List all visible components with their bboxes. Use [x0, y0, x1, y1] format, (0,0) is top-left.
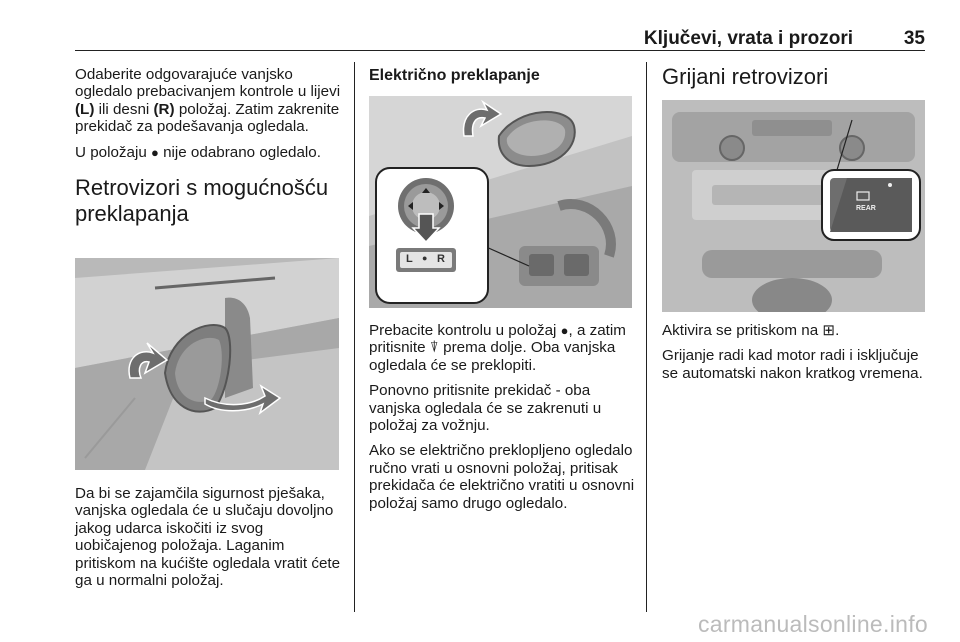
paragraph-fold-instruction — [369, 322, 639, 374]
heading-electric-folding: Električno preklapanje — [369, 67, 540, 84]
heading-folding-mirrors: Retrovizori s mogućnošću preklapanja — [75, 175, 329, 227]
text: ili desni — [94, 100, 154, 118]
text: nije odabrano ogledalo. — [158, 143, 321, 161]
text: prema dolje. Oba vanjska ogledala će se preklopiti. — [369, 339, 616, 374]
figure-electric-folding — [369, 96, 632, 308]
dot-symbol-icon: ● — [560, 323, 569, 338]
column-2-text — [369, 322, 639, 520]
paragraph-heating-duration: Grijanje radi kad motor radi i isključuje se automatski nakon kratkog vremena. — [662, 347, 923, 382]
heated-mirror-symbol-icon: ⊞ — [822, 322, 836, 339]
label-l: (L) — [75, 100, 95, 118]
page-header — [75, 26, 925, 51]
switch-label-center: ● — [422, 253, 428, 263]
column-1 — [75, 66, 343, 227]
paragraph-manual-return: Ako se električno preklopljeno ogledalo ručno vrati u osnovni položaj, pritisak prekidača će električno vratiti u osnovni položaj samo drugo ogledalo. — [369, 442, 635, 512]
column-3-text — [662, 322, 934, 390]
column-1-lower — [75, 485, 343, 597]
column-2-heading — [369, 66, 637, 86]
dot-symbol-icon: ● — [150, 144, 159, 160]
page-number: 35 — [903, 28, 925, 49]
text: položaj. Zatim zakrenite prekidač za podešavanja ogledala. — [75, 100, 340, 136]
text: Odaberite odgovarajuće vanjsko ogledalo prebacivanjem kontrole u lijevi — [75, 66, 341, 101]
column-divider-1 — [354, 62, 355, 612]
paragraph-unfold: Ponovno pritisnite prekidač - oba vanjska ogledala će se zakrenuti u položaj za vožnju. — [369, 382, 602, 435]
paragraph-activate — [662, 322, 934, 339]
column-divider-2 — [646, 62, 647, 612]
figure-heated-mirror-button — [662, 100, 925, 312]
switch-label-r: R — [437, 253, 445, 265]
figure-mirror-fold-impact — [75, 258, 339, 470]
paragraph-neutral-position — [75, 144, 343, 161]
text: Aktivira se pritiskom na — [662, 322, 823, 339]
text: Prebacite kontrolu u položaj — [369, 322, 561, 339]
fold-symbol-icon: ⍒ — [429, 339, 439, 357]
paragraph-select-mirror — [75, 66, 343, 136]
text: U položaju — [75, 143, 151, 161]
header-title: Ključevi, vrata i prozori — [643, 28, 853, 49]
text: . — [835, 322, 840, 339]
rear-button-label: REAR — [856, 205, 876, 212]
paragraph-pedestrian-safety: Da bi se zajamčila sigurnost pješaka, vanjska ogledala će u slučaju dovoljno jakog udarca iskočiti iz svog uobičajenog položaja. Laganim pritiskom na kućište ogledala vratit ćete ga u normalni položaj. — [75, 485, 341, 590]
heading-heated-mirrors: Grijani retrovizori — [662, 64, 829, 89]
text: , a zatim pritisnite — [369, 322, 626, 357]
switch-label-l: L — [406, 253, 413, 265]
column-3-heading — [662, 64, 930, 90]
watermark: carmanualsonline.info — [697, 611, 928, 637]
label-r: (R) — [153, 100, 175, 118]
